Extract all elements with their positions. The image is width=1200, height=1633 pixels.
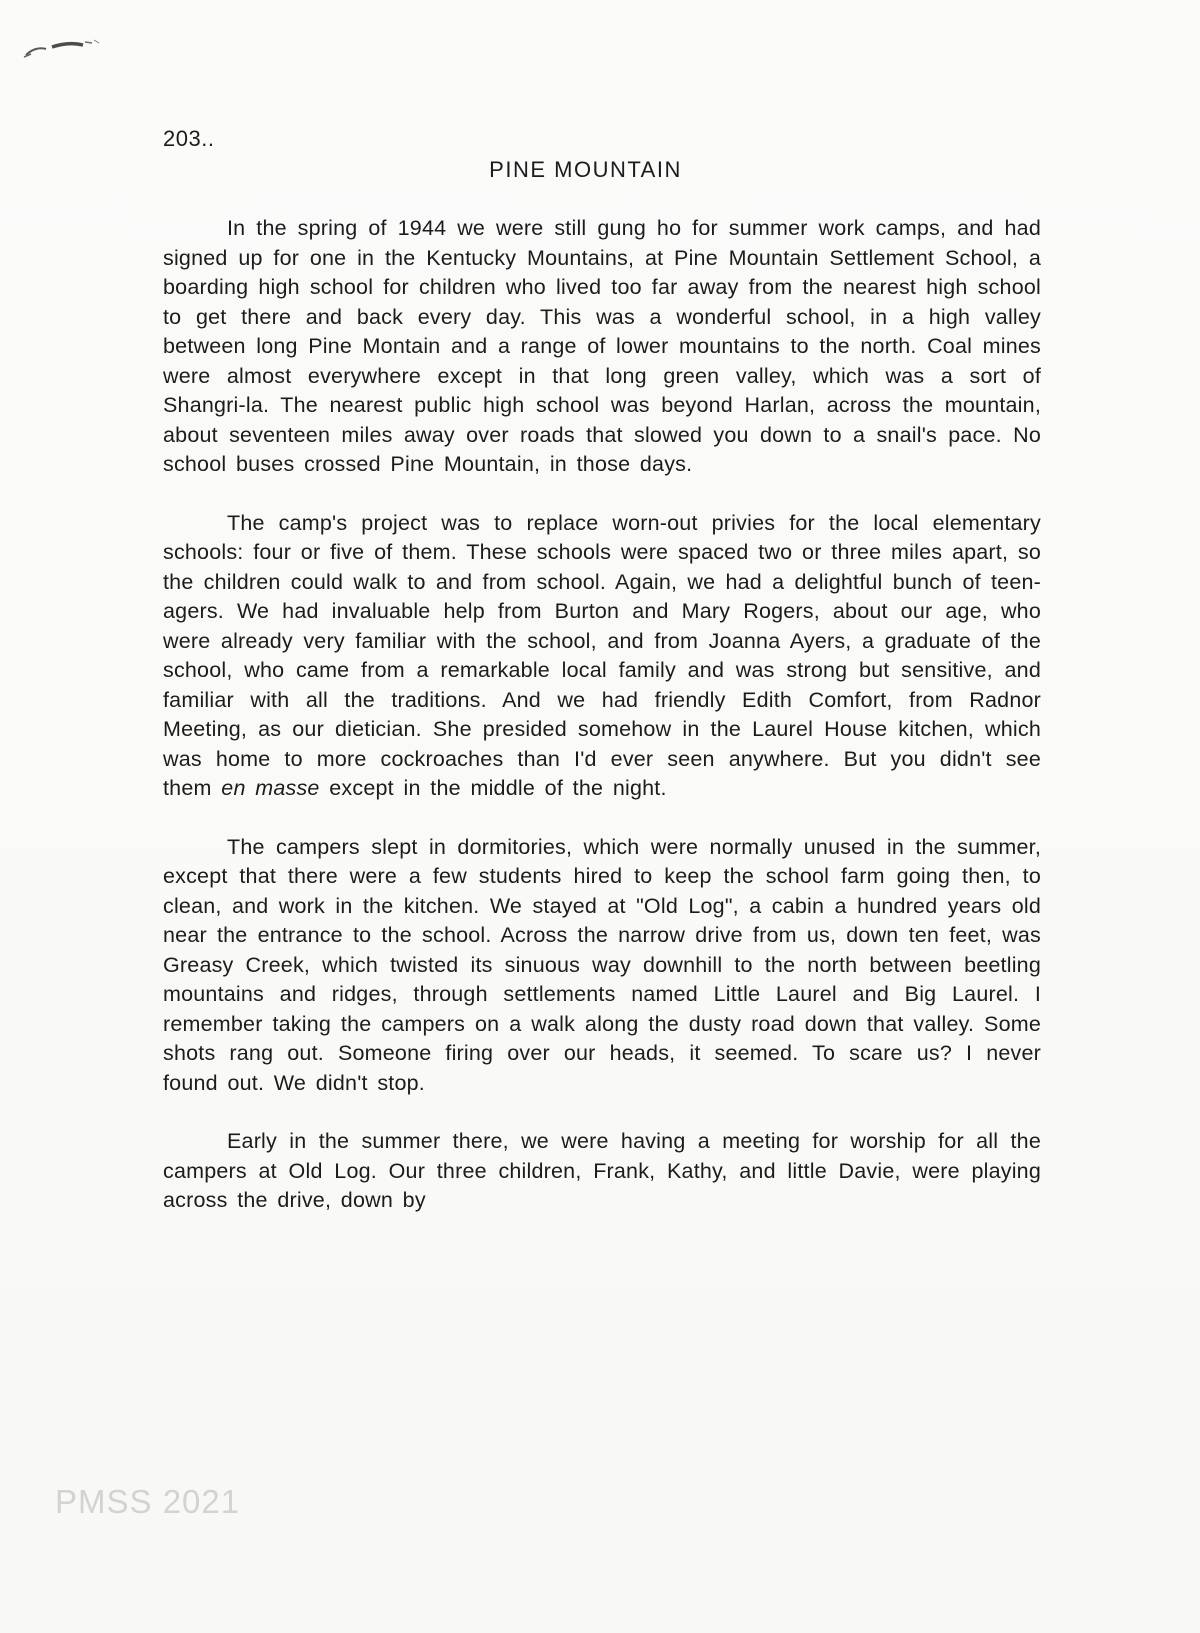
paragraph-2-segment-pre: The camp's project was to replace worn-out privies for the local elementary schools: four or five of them. These schools were spaced two or three miles apart, so the children could walk to and from school. Again, we had a delightful bunch of teen-agers. We had invaluable help from Burton and Mary Rogers, about our age, who were already very familiar with the school, and from Joanna Ayers, a graduate of the school, who came from a remarkable local family and was strong but sensitive, and familiar with all the traditions. And we had friendly Edith Comfort, from Radnor Meeting, as our dietician. She presided somehow in the Laurel House kitchen, which was home to more cockroaches than I'd ever seen anywhere. But you didn't see them (163, 510, 1041, 800)
paragraph-4: Early in the summer there, we were having a meeting for worship for all the campers at Old Log. Our three children, Frank, Kathy, and little Davie, were playing across the drive, down by (163, 1129, 1041, 1212)
italic-phrase: en masse (221, 776, 320, 800)
paragraph-1: In the spring of 1944 we were still gung ho for summer work camps, and had signed up for one in the Kentucky Mountains, at Pine Mountain Settlement School, a boarding high school for children who lived too far away from the nearest high school to get there and back every day. This was a wonderful school, in a high valley between long Pine Montain and a range of lower mountains to the north. Coal mines were almost everywhere except in that long green valley, which was a sort of Shangri-la. The nearest public high school was beyond Harlan, across the mountain, about seventeen miles away over roads that slowed you down to a snail's pace. No school buses crossed Pine Mountain, in those days. (163, 216, 1041, 476)
watermark: PMSS 2021 (55, 1483, 241, 1520)
page-number: 203.. (163, 126, 215, 151)
page-title: PINE MOUNTAIN (489, 157, 682, 182)
ink-smudge (22, 34, 112, 62)
document-body (163, 214, 1041, 1216)
paragraph-2 (163, 509, 1041, 804)
paragraph-2-segment-post: except in the middle of the night. (319, 776, 667, 800)
paragraph-3: The campers slept in dormitories, which were normally unused in the summer, except that there were a few students hired to keep the school farm going then, to clean, and work in the kitchen. We stayed at "Old Log", a cabin a hundred years old near the entrance to the school. Across the narrow drive from us, down ten feet, was Greasy Creek, which twisted its sinuous way downhill to the north between beetling mountains and ridges, through settlements named Little Laurel and Big Laurel. I remember taking the campers on a walk along the dusty road down that valley. Some shots rang out. Someone firing over our heads, it seemed. To scare us? I never found out. We didn't stop. (163, 834, 1041, 1095)
